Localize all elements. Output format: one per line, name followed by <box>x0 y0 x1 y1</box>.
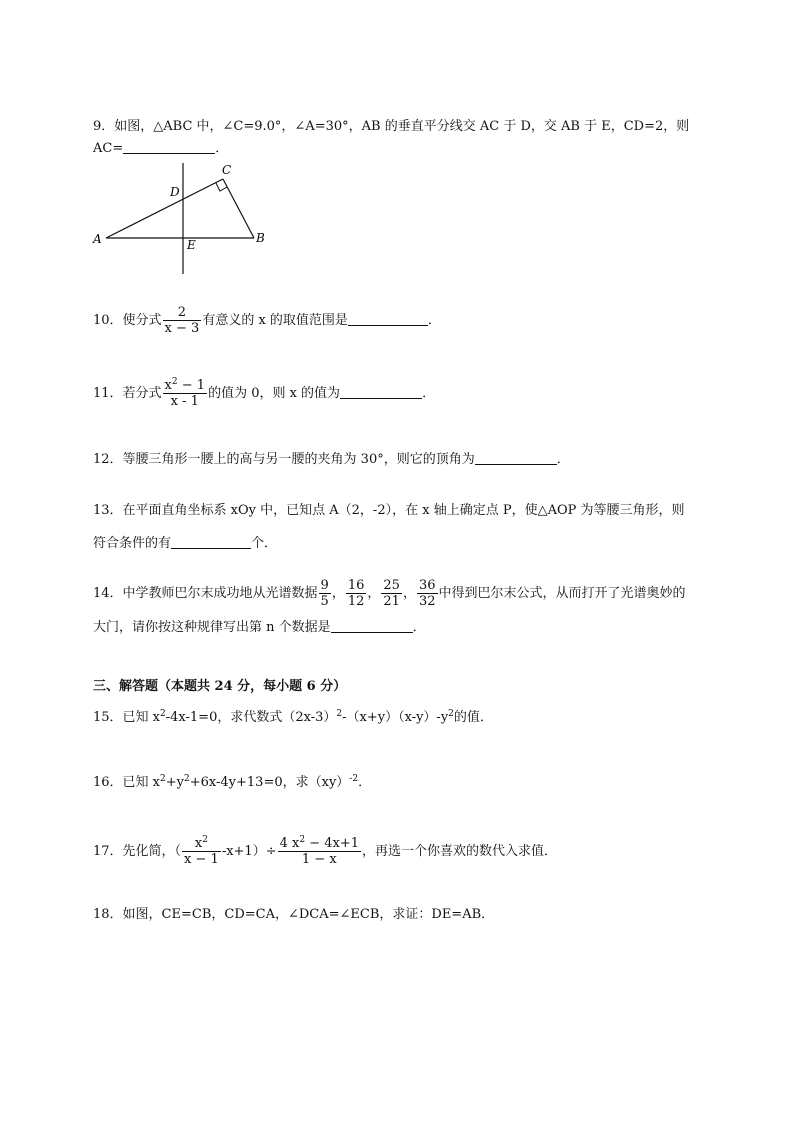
answer-blank-14[interactable] <box>331 619 413 633</box>
q17-prefix: 17．先化简，（ <box>93 844 182 859</box>
q17-suffix: ，再选一个你喜欢的数代入求值． <box>362 844 558 859</box>
question-10 <box>93 305 441 336</box>
question-16: 16．已知 $x^2+y^2+6x-4y+13=0$，求（xy）$^{-2}$． <box>93 774 372 790</box>
label-d: D <box>170 185 180 199</box>
question-14-line1: 14．中学教师巴尔末成功地从光谱数据 $\frac{9}{5}$ ， $\frac{16}{12}$ ， $\frac{25}{21}$ ， $\frac{36}{32}$ 中得到巴尔末公式，从而打开了光谱奥妙的 <box>93 578 686 609</box>
q11-denominator: x - 1 <box>163 393 208 409</box>
label-b: B <box>256 231 265 245</box>
q13-prefix: 符合条件的有 <box>93 536 172 551</box>
q17-fraction-2: $\frac{4 x^2 - 4x+1}{1 - x}$ <box>279 835 360 867</box>
answer-blank-12[interactable] <box>475 451 557 465</box>
q10-suffix: 有意义的 x 的取值范围是 <box>202 313 348 328</box>
q9-suffix: ． <box>215 141 229 156</box>
answer-blank-13[interactable] <box>171 535 251 549</box>
question-12 <box>93 451 570 469</box>
q10-prefix: 10．使分式 <box>93 313 162 328</box>
q14-end: ． <box>412 620 426 635</box>
q17-mid: -x+1）÷ <box>221 844 277 859</box>
question-9-line1: 9．如图，△ABC 中，∠C=9.0°，∠A=30°，AB 的垂直平分线交 AC 于 D，交 AB 于 E，CD=2，则 <box>93 119 690 134</box>
q14-fraction-3: $\frac{25}{21}$ <box>383 578 400 609</box>
section-3-title: 三、解答题（本题共 24 分，每小题 6 分） <box>93 679 347 694</box>
q12-end: ． <box>556 452 570 467</box>
question-14-line2 <box>93 619 426 637</box>
question-15: 15．已知 $x^2-4x-1=0$，求代数式$(2x-3)^2-(x+y)(x-y)-y^2$的值． <box>93 709 493 725</box>
question-13-line2 <box>93 535 277 553</box>
side-ac <box>106 179 223 238</box>
answer-blank-10[interactable] <box>348 312 428 326</box>
q14-fraction-1: $\frac{9}{5}$ <box>320 578 329 609</box>
label-e: E <box>187 238 196 252</box>
q14-line2-text: 大门，请你按这种规律写出第 n 个数据是 <box>93 620 331 635</box>
q11-prefix: 11．若分式 <box>93 386 162 401</box>
label-c: C <box>222 163 232 177</box>
q11-end: ． <box>422 386 436 401</box>
q14-suffix: 中得到巴尔末公式，从而打开了光谱奥妙的 <box>438 586 686 601</box>
q14-prefix: 14．中学教师巴尔末成功地从光谱数据 <box>93 586 318 601</box>
q11-suffix: 的值为 0，则 x 的值为 <box>208 386 341 401</box>
label-a: A <box>93 232 102 246</box>
q11-fraction <box>163 378 208 409</box>
triangle-figure <box>90 158 280 278</box>
q10-denominator: x − 3 <box>164 321 200 336</box>
q13-suffix: 个． <box>251 536 278 551</box>
question-9-line2 <box>93 140 228 158</box>
q10-fraction <box>163 305 202 336</box>
q11-numerator: $x^2 - 1$ <box>164 377 206 393</box>
q17-fraction-1: $\frac{x^2}{x - 1}$ <box>184 835 219 867</box>
q10-end: ． <box>427 313 441 328</box>
q14-fraction-4: $\frac{36}{32}$ <box>418 578 436 609</box>
question-11 <box>93 378 435 409</box>
answer-blank-11[interactable] <box>340 385 422 399</box>
answer-blank-9[interactable] <box>123 140 215 154</box>
question-18: 18．如图，CE=CB，CD=CA，∠DCA=∠ECB，求证：DE=AB． <box>93 907 495 922</box>
question-17 <box>93 836 557 867</box>
q12-text: 12．等腰三角形一腰上的高与另一腰的夹角为 30°，则它的顶角为 <box>93 452 475 467</box>
q9-prefix: AC= <box>93 141 124 156</box>
q14-fraction-2: $\frac{16}{12}$ <box>347 578 365 609</box>
q10-numerator: 2 <box>177 305 187 320</box>
question-13-line1: 13．在平面直角坐标系 xOy 中，已知点 A（2，-2），在 x 轴上确定点 P，使△AOP 为等腰三角形，则 <box>93 503 685 518</box>
side-bc <box>223 179 254 238</box>
